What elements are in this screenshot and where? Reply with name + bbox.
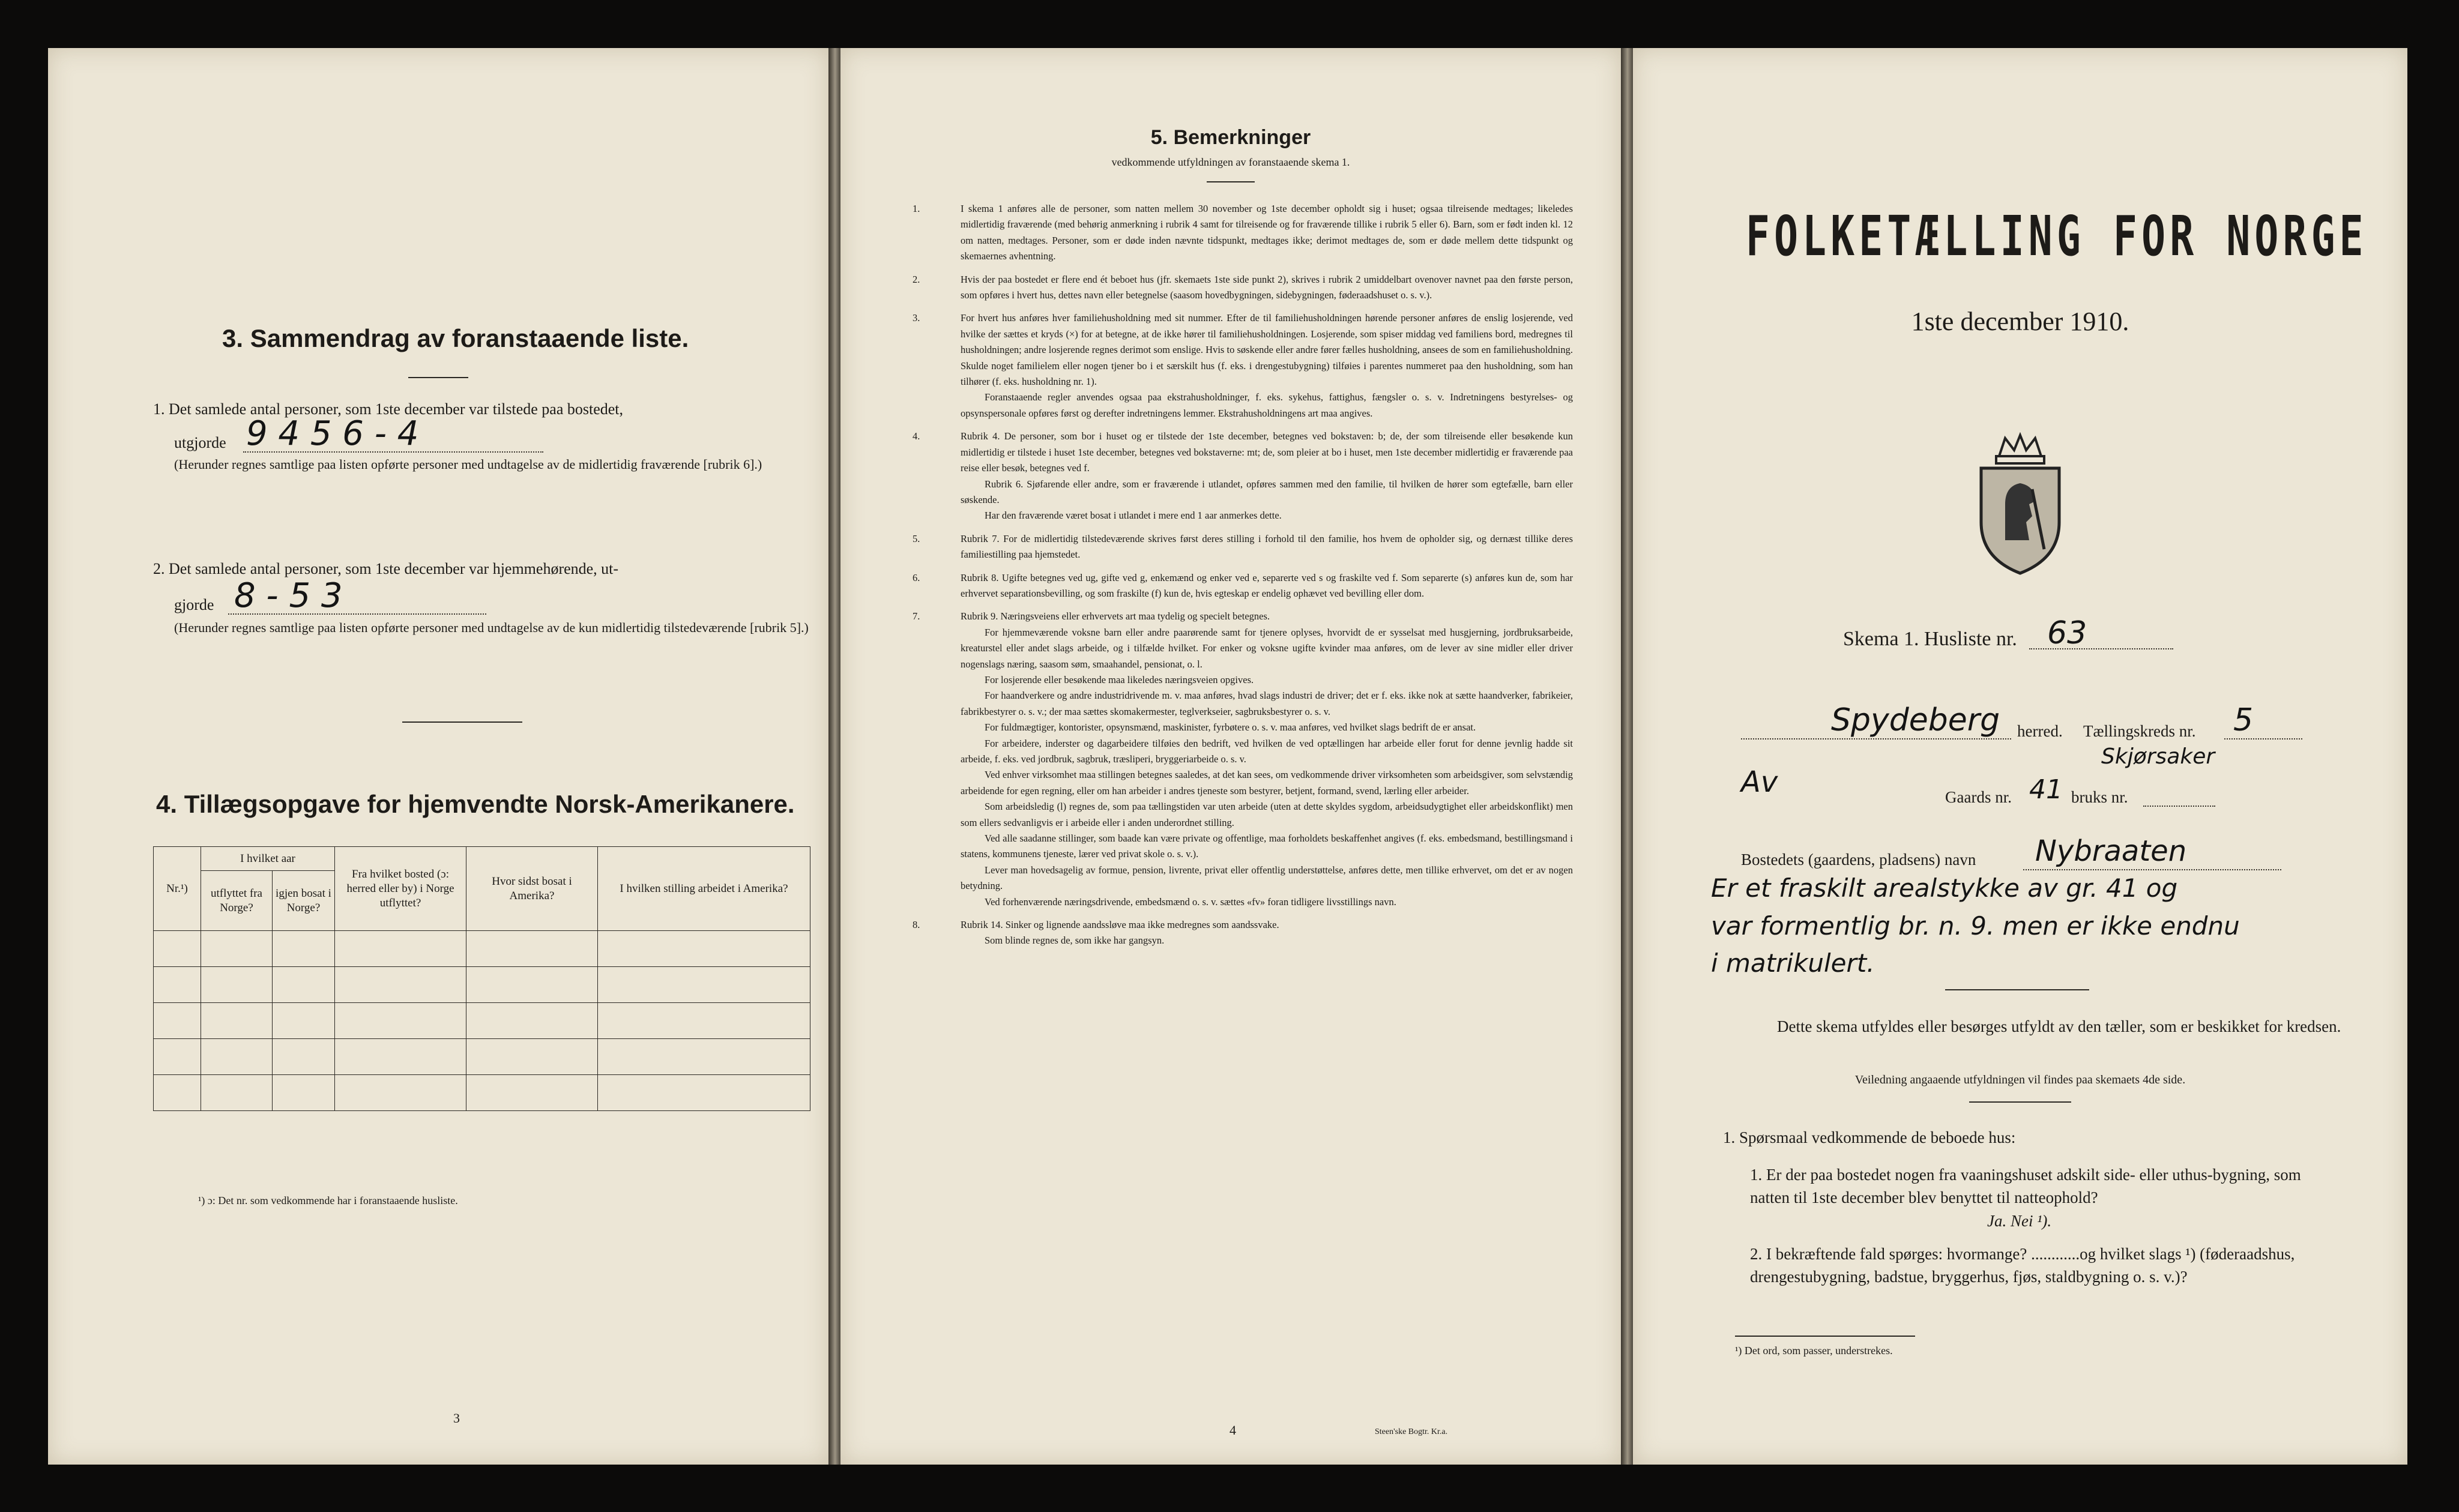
question-2: 2. I bekræftende fald spørges: hvormange? ............og hvilket slags ¹) (føderaadshus, drengestubygning, badstue, bryggerhus, fjøs, staldbygning o. s. v.)? <box>1750 1245 2295 1286</box>
dotted-line <box>2224 738 2302 739</box>
title: FOLKETÆLLING FOR NORGE <box>1746 204 2368 268</box>
dotted-line <box>2143 806 2215 807</box>
remark-item <box>913 429 1573 476</box>
remark-item <box>937 933 1573 948</box>
remark-item <box>937 390 1573 421</box>
table-row <box>154 1003 810 1039</box>
census-date: 1ste december 1910. <box>1911 307 2129 336</box>
section-3-title: 3. Sammendrag av foranstaaende liste. <box>222 324 689 352</box>
remark-text: Ved alle saadanne stillinger, som baade kan være private og offentlige, maa forholdets beskaffenhet angives (f. eks. embedsmand, bestillingsmand i statens, kommunens tjeneste, lærer ved privat skole o. s. v.). <box>961 833 1573 860</box>
instruction-2: Veiledning angaaende utfyldningen vil findes paa skemaets 4de side. <box>1854 1073 2186 1086</box>
item1-note: (Herunder regnes samtlige paa listen opførte personer med undtagelse av de midlertidig fraværende [rubrik 6].) <box>174 457 762 472</box>
remark-text: Rubrik 7. For de midlertidig tilstedeværende skrives først deres stilling i forhold til den familie, hos hvem de opholder sig, og dernæst tillike deres familiestilling paa hjemstedet. <box>961 532 1573 561</box>
item2-line1: 2. Det samlede antal personer, som 1ste december var hjemmehørende, ut- <box>153 560 619 577</box>
remark-item <box>937 477 1573 508</box>
schema-label: Skema 1. Husliste nr. <box>1843 628 2017 650</box>
coat-of-arms-icon <box>1969 432 2071 576</box>
remark-number: 6. <box>913 571 920 583</box>
remark-item <box>937 863 1573 894</box>
dotted-line <box>228 613 486 615</box>
printer-mark: Steen'ske Bogtr. Kr.a. <box>1375 1427 1448 1436</box>
remark-item <box>913 531 1573 563</box>
norsk-amerikanere-table <box>153 846 810 1111</box>
remark-text: For hvert hus anføres hver familiehusholdning med sit nummer. Efter de til familiehusholdningen hørende personer anføres de enslig losjerende, ved hvilke der sættes et kryds (×) for at betegne, at de ikke hører til familiehusholdningen. Losjerende, som spiser middag ved familiens bord, medregnes til husholdningen; andre losjerende regnes derimot som enslige. Hvis to søskende eller andre fører fælles husholdning, ansees de som en familiehusholdning. Skulde noget familielem eller nogen tjener bo i et særskilt hus (f. eks. i drengestubygning) tilføies i parentes nummeret paa den husholdning, som han tilhører (f. eks. husholdning nr. 1). <box>961 312 1573 388</box>
table-row <box>154 1039 810 1075</box>
remark-item <box>937 767 1573 799</box>
remark-item <box>937 831 1573 863</box>
item1-prefix: utgjorde <box>174 434 226 451</box>
table-row <box>154 931 810 967</box>
section-4-title: 4. Tillægsopgave for hjemvendte Norsk-Amerikanere. <box>156 790 795 818</box>
kreds-value: 5 <box>2233 702 2254 738</box>
dotted-line <box>2029 648 2173 649</box>
remark-item <box>913 272 1573 304</box>
remark-text: Som blinde regnes de, som ikke har gangsyn. <box>985 935 1165 947</box>
herred-value: Spydeberg <box>1831 702 2000 738</box>
remark-number: 4. <box>913 430 920 442</box>
remark-item <box>913 201 1573 265</box>
page-fold <box>1621 48 1634 1465</box>
item2-note: (Herunder regnes samtlige paa listen opførte personer med undtagelse av de kun midlertidig tilstedeværende [rubrik 5].) <box>174 620 809 635</box>
remark-text: Rubrik 6. Sjøfarende eller andre, som er fraværende i utlandet, opføres sammen med den familie, til hvilken de hører som egtefælle, barn eller søskende. <box>961 478 1573 505</box>
remark-text: Hvis der paa bostedet er flere end ét beboet hus (jfr. skemaets 1ste side punkt 2), skrives i rubrik 2 umiddelbart ovenover navnet paa den første person, som opføres i hvert hus, dettes navn eller betegnelse (saasom hovedbygningen, sidebygningen, føderaadshuset o. s. v.). <box>961 273 1573 301</box>
remark-text: For hjemmeværende voksne barn eller andre paarørende samt for tjenere oplyses, hvorvidt de er sysselsat med husgjerning, jordbruksarbeide, kreaturstel eller andet slags arbeide, og i tilfælde hvilket. For enker og voksne ugifte kvinder maa anføres, om de lever av sine midler eller driver nogenslags næring, saasom søm, smaahandel, pensionat, o. l. <box>961 626 1573 670</box>
remark-item <box>913 310 1573 390</box>
bosted-label: Bostedets (gaardens, pladsens) navn <box>1741 851 1976 869</box>
remark-number: 5. <box>913 532 920 544</box>
item2-value: 8 - 5 3 <box>234 576 343 615</box>
item1-line1: 1. Det samlede antal personer, som 1ste december var tilstede paa bostedet, <box>153 400 624 418</box>
table-footnote: ¹) ɔ: Det nr. som vedkommende har i foranstaaende husliste. <box>198 1194 458 1206</box>
col-nr: Nr.¹) <box>154 847 201 931</box>
kreds-label: Tællingskreds nr. <box>2083 722 2196 740</box>
remark-item <box>913 609 1573 624</box>
instruction-1: Dette skema utfyldes eller besørges utfyldt av den tæller, som er beskikket for kredsen. <box>1777 1017 2341 1035</box>
remark-text: Rubrik 8. Ugifte betegnes ved ug, gifte ved g, enkemænd og enker ved e, separerte ved s og fraskilte ved f. Som separerte (s) anføres kun de, som har erhvervet separationsbevilling, og som fraskilte (f) kun de, hvis egteskap er endelig ophævet ved bevilling eller dom. <box>961 571 1573 599</box>
remark-text: Ved forhenværende næringsdrivende, embedsmænd o. s. v. sættes «fv» foran tidligere livsstillings navn. <box>985 896 1396 908</box>
remark-item <box>937 799 1573 831</box>
remark-text: For fuldmægtiger, kontorister, opsynsmænd, maskinister, fyrbøtere o. s. v. maa anføres, ved hvilket slags bedrift de er ansat. <box>985 721 1476 733</box>
remark-item <box>937 672 1573 688</box>
gaards-label: Gaards nr. <box>1945 788 2012 806</box>
section-5-title: 5. Bemerkninger <box>1150 126 1311 149</box>
note-line-1: Er et fraskilt arealstykke av gr. 41 og <box>1711 873 2178 903</box>
remark-text: Lever man hovedsagelig av formue, pension, livrente, privat eller offentlig understøttelse, anføres dette, men tillike erhvervet, om det er av nogen betydning. <box>961 864 1573 892</box>
remark-item <box>913 917 1573 933</box>
remark-number: 8. <box>913 919 920 931</box>
question-1: 1. Er der paa bostedet nogen fra vaaningshuset adskilt side- eller uthus-bygning, som natten til 1ste december blev benyttet til natteophold? <box>1750 1166 2301 1206</box>
remark-number: 1. <box>913 203 920 214</box>
item1-value: 9 4 5 6 - 4 <box>246 414 419 453</box>
remarks-list <box>913 201 1573 949</box>
bosted-value: Nybraaten <box>2035 834 2187 868</box>
remark-number: 2. <box>913 273 920 285</box>
note-line-3: i matrikulert. <box>1711 948 1875 978</box>
remark-item <box>937 720 1573 735</box>
page-number: 4 <box>1230 1423 1236 1438</box>
gaards-prefix: Av <box>1741 765 1778 799</box>
page-1-cover <box>1633 48 2407 1465</box>
table-row <box>154 1075 810 1111</box>
page-3 <box>48 48 828 1465</box>
remark-number: 7. <box>913 610 920 622</box>
divider <box>1735 1336 1915 1337</box>
page-fold <box>828 48 842 1465</box>
col-year-group: I hvilket aar <box>201 847 335 871</box>
col-position: I hvilken stilling arbeidet i Amerika? <box>598 847 810 931</box>
kreds-name-value: Skjørsaker <box>2101 744 2215 769</box>
remark-item <box>937 688 1573 720</box>
col-emigrated: utflyttet fra Norge? <box>201 871 273 931</box>
divider <box>1969 1101 2071 1103</box>
dotted-line <box>243 451 543 453</box>
dotted-line <box>2023 869 2281 870</box>
item2-prefix: gjorde <box>174 596 214 613</box>
remark-text: Foranstaaende regler anvendes ogsaa paa ekstrahusholdninger, f. eks. sykehus, fattighus, fængsler o. s. v. Indretningens bestyrelses- og opsynspersonale opføres først og derefter indretningens lemmer. Ekstrahusholdningens art maa angives. <box>961 391 1573 419</box>
questions-heading: 1. Spørsmaal vedkommende de beboede hus: <box>1723 1128 2016 1146</box>
col-where-last: Hvor sidst bosat i Amerika? <box>466 847 598 931</box>
divider <box>1945 989 2089 990</box>
bruks-label: bruks nr. <box>2071 788 2128 806</box>
section-5-subtitle: vedkommende utfyldningen av foranstaaende skema 1. <box>1111 156 1350 168</box>
remark-item <box>937 894 1573 910</box>
divider <box>408 377 468 378</box>
remark-text: For haandverkere og andre industridrivende m. v. maa anføres, hvad slags industri de driver; det er f. eks. ikke nok at sætte haandverker, fabrikeier, fabrikbestyrer o. s. v.; der maa sættes skomakermester, teglverkseier, sagbruksbestyrer o. s. v. <box>961 690 1573 717</box>
gaards-value: 41 <box>2029 774 2063 805</box>
remark-text: Rubrik 14. Sinker og lignende aandssløve maa ikke medregnes som aandssvake. <box>961 919 1279 931</box>
col-from-where: Fra hvilket bosted (ɔ: herred eller by) i Norge utflyttet? <box>335 847 466 931</box>
remark-text: Ved enhver virksomhet maa stillingen betegnes saaledes, at det kan sees, om vedkommende driver virksomheten som arbeidsgiver, som selvstændig arbeidende for egen regning, eller om han arbeider i andres tjeneste som bestyrer, betjent, formand, svend, lærling eller arbeider. <box>961 769 1573 797</box>
col-returned: igjen bosat i Norge? <box>273 871 335 931</box>
remark-number: 3. <box>913 312 920 324</box>
remark-item <box>937 625 1573 672</box>
remark-text: I skema 1 anføres alle de personer, som natten mellem 30 november og 1ste december opholdt sig i huset; ogsaa tilreisende medtages; likeledes midlertidig fraværende (med behørig anmerkning i rubrik 4 samt for tilreisende og for fraværende tillike i rubrik 5 eller 6). Barn, som er født inden kl. 12 om natten, medtages. Personer, som er døde inden nævnte tidspunkt, medtages ikke; derimot medtages de, som er døde mellem dette tidspunkt og skemaernes avhentning. <box>961 203 1573 262</box>
remark-text: Som arbeidsledig (l) regnes de, som paa tællingstiden var uten arbeide (uten at dette skyldes sygdom, arbeidsudygtighet eller arbeidskonflikt) men som ellers sedvanligvis er i arbeide eller i anden underordnet stilling. <box>961 801 1573 828</box>
table-row <box>154 967 810 1003</box>
footnote: ¹) Det ord, som passer, understrekes. <box>1735 1345 1893 1357</box>
remark-item <box>913 570 1573 602</box>
remark-text: Rubrik 9. Næringsveiens eller erhvervets art maa tydelig og specielt betegnes. <box>961 610 1270 622</box>
question-1-answer: Ja. Nei ¹). <box>1987 1212 2052 1230</box>
remark-item <box>937 736 1573 768</box>
husliste-nr-value: 63 <box>2047 615 2087 651</box>
remark-text: Har den fraværende været bosat i utlandet i mere end 1 aar anmerkes dette. <box>985 510 1282 522</box>
herred-label: herred. <box>2017 722 2063 740</box>
page-number: 3 <box>453 1411 460 1426</box>
dotted-line <box>1741 738 2011 739</box>
remark-text: For losjerende eller besøkende maa likeledes næringsveien opgives. <box>985 673 1254 685</box>
divider <box>1207 181 1255 182</box>
remark-text: Rubrik 4. De personer, som bor i huset og er tilstede der 1ste december, betegnes ved bokstaven: b; de, der som tilreisende eller besøkende kun midlertidig er tilstede i huset 1ste december, betegnes ved bokstaverne: mt; de, som pleier at bo i huset, men 1ste december midlertidig er fraværende paa reise eller besøk, betegnes ved f. <box>961 430 1573 474</box>
remark-text: For arbeidere, inderster og dagarbeidere tilføies den bedrift, ved hvilken de ved optællingen har arbeide eller forut for denne jevnlig hadde sit arbeide, f. eks. ved jordbruk, sagbruk, træsliperi, bryggeriarbeide o. s. v. <box>961 737 1573 765</box>
page-4 <box>840 48 1621 1465</box>
divider <box>402 721 522 723</box>
note-line-2: var formentlig br. n. 9. men er ikke endnu <box>1711 911 2240 941</box>
remark-item <box>937 508 1573 523</box>
